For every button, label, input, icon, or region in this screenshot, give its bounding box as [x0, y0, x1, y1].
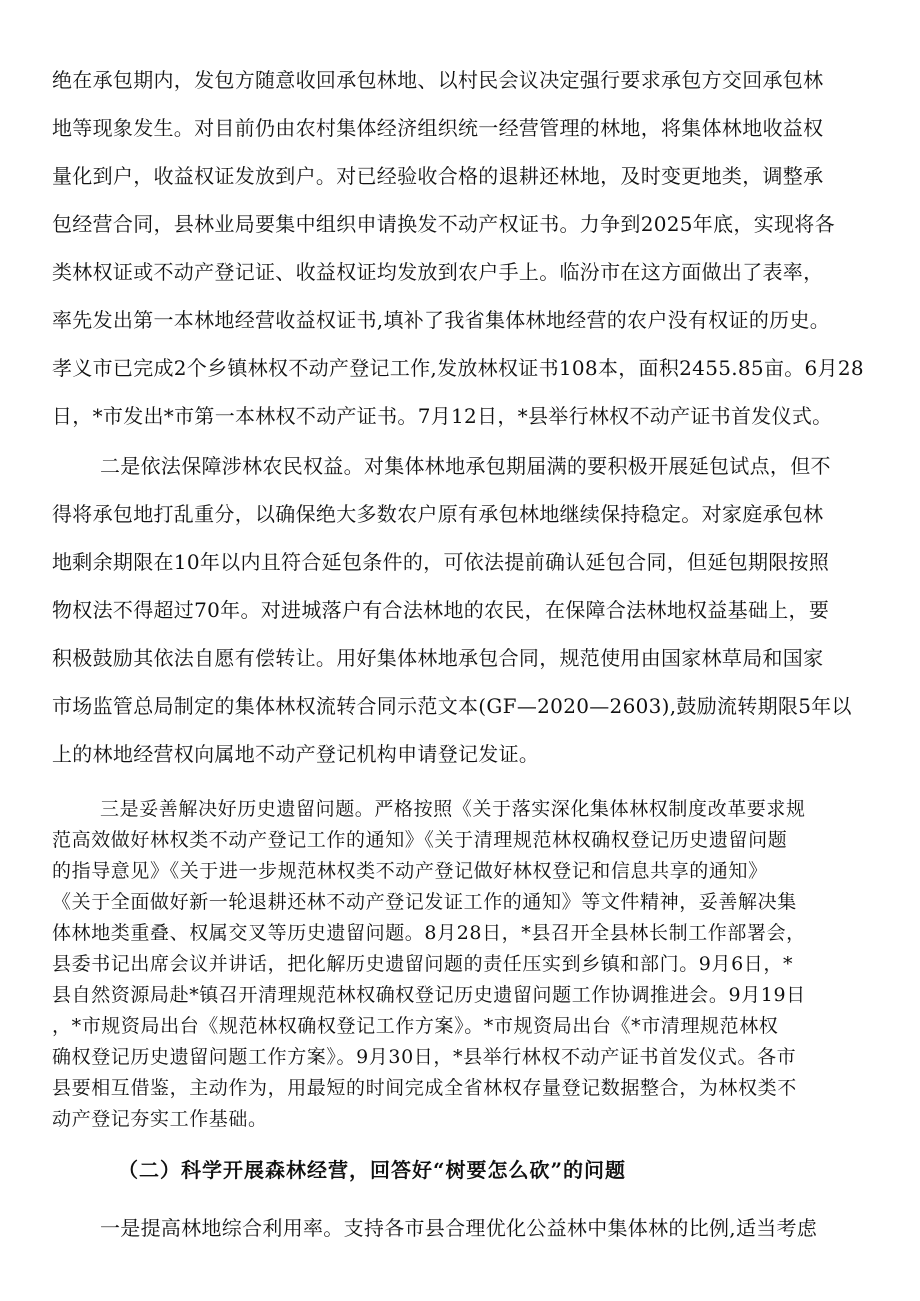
text-line: 《关于全面做好新一轮退耕还林不动产登记发证工作的通知》等文件精神，妥善解决集 — [52, 891, 797, 913]
text-line: 孝义市已完成2个乡镇林权不动产登记工作,发放林权证书108本，面积2455.85亩。6月28 — [52, 356, 864, 380]
text-line: 上的林地经营权向属地不动产登记机构申请登记发证。 — [52, 742, 540, 766]
text-line: 包经营合同，县林业局要集中组织申请换发不动产权证书。力争到2025年底，实现将各 — [52, 212, 835, 236]
text-line: 确权登记历史遗留问题工作方案》。9月30日，*县举行林权不动产证书首发仪式。各市 — [52, 1046, 797, 1068]
section-heading: （二）科学开展森林经营，回答好“树要怎么砍”的问题 — [118, 1158, 627, 1182]
text-line: 一是提高林地综合利用率。支持各市县合理优化公益林中集体林的比例,适当考虑 — [100, 1216, 818, 1240]
text-line: 物权法不得超过70年。对进城落户有合法林地的农民，在保障合法林地权益基础上，要 — [52, 598, 830, 622]
text-line: 量化到户，收益权证发放到户。对已经验收合格的退耕还林地，及时变更地类，调整承 — [52, 164, 824, 188]
text-line: 地剩余期限在10年以内且符合延包条件的，可依法提前确认延包合同，但延包期限按照 — [52, 550, 830, 574]
text-line: 县委书记出席会议并讲话，把化解历史遗留问题的责任压实到乡镇和部门。9月6日，* — [52, 953, 794, 975]
text-line: 类林权证或不动产登记证、收益权证均发放到农户手上。临汾市在这方面做出了表率， — [52, 260, 824, 284]
text-line: ，*市规资局出台《规范林权确权登记工作方案》。*市规资局出台《*市清理规范林权 — [52, 1015, 779, 1037]
text-line: 日，*市发出*市第一本林权不动产证书。7月12日，*县举行林权不动产证书首发仪式。 — [52, 404, 833, 428]
text-line: 二是依法保障涉林农民权益。对集体林地承包期届满的要积极开展延包试点，但不 — [100, 454, 831, 478]
text-line: 市场监管总局制定的集体林权流转合同示范文本(GF—2020—2603),鼓励流转期限5年以 — [52, 694, 852, 718]
text-line: 积极鼓励其依法自愿有偿转让。用好集体林地承包合同，规范使用由国家林草局和国家 — [52, 646, 824, 670]
text-line: 动产登记夯实工作基础。 — [52, 1108, 268, 1130]
text-line: 三是妥善解决好历史遗留问题。严格按照《关于落实深化集体林权制度改革要求规 — [100, 798, 806, 820]
text-line: 率先发出第一本林地经营收益权证书,填补了我省集体林地经营的农户没有权证的历史。 — [52, 308, 831, 332]
text-line: 得将承包地打乱重分，以确保绝大多数农户原有承包林地继续保持稳定。对家庭承包林 — [52, 502, 824, 526]
text-line: 范高效做好林权类不动产登记工作的通知》《关于清理规范林权确权登记历史遗留问题 — [52, 829, 788, 851]
text-line: 绝在承包期内，发包方随意收回承包林地、以村民会议决定强行要求承包方交回承包林 — [52, 68, 824, 92]
text-line: 体林地类重叠、权属交叉等历史遗留问题。8月28日，*县召开全县林长制工作部署会， — [52, 922, 806, 944]
text-line: 县要相互借鉴，主动作为，用最短的时间完成全省林权存量登记数据整合，为林权类不 — [52, 1077, 797, 1099]
text-line: 县自然资源局赴*镇召开清理规范林权确权登记历史遗留问题工作协调推进会。9月19日 — [52, 984, 806, 1006]
text-line: 的指导意见》《关于进一步规范林权类不动产登记做好林权登记和信息共享的通知》 — [52, 860, 768, 882]
text-line: 地等现象发生。对目前仍由农村集体经济组织统一经营管理的林地，将集体林地收益权 — [52, 116, 824, 140]
